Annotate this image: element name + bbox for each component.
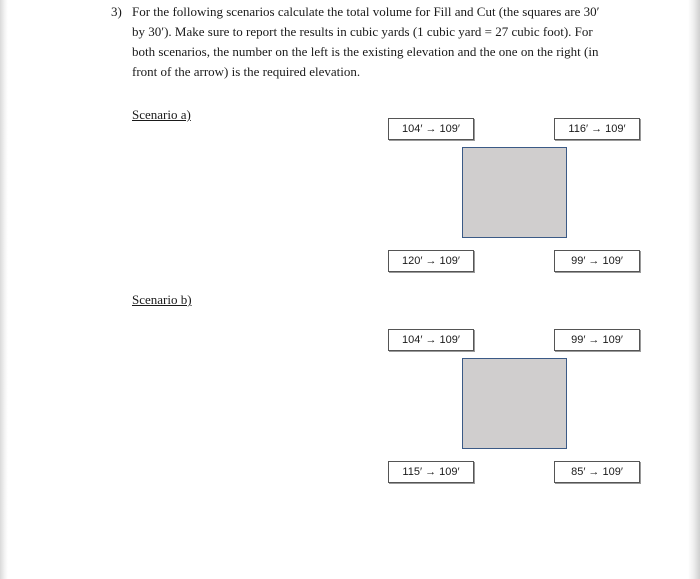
scenario-a-top-right-elevation: 116′ → 109′ — [554, 118, 640, 140]
scenario-b-top-left-elevation: 104′ → 109′ — [388, 329, 474, 351]
page-edge-right — [688, 0, 700, 579]
scenario-a-top-left-elevation: 104′ → 109′ — [388, 118, 474, 140]
scenario-a-square — [462, 147, 567, 238]
scenario-b-top-right-elevation: 99′ → 109′ — [554, 329, 640, 351]
scenario-b-bottom-left-elevation: 115′ → 109′ — [388, 461, 474, 483]
scenario-b-bottom-right-elevation: 85′ → 109′ — [554, 461, 640, 483]
question-line-1: For the following scenarios calculate the total volume for Fill and Cut (the squares are 30′ — [132, 4, 600, 19]
question-number: 3) — [111, 4, 122, 19]
question-text — [132, 2, 622, 82]
scenario-a-bottom-right-elevation: 99′ → 109′ — [554, 250, 640, 272]
question-line-2: by 30′). Make sure to report the results in cubic yards (1 cubic yard = 27 cubic foot). For — [132, 24, 593, 39]
question-line-3: both scenarios, the number on the left is the existing elevation and the one on the right (in — [132, 44, 599, 59]
scenario-b-square — [462, 358, 567, 449]
page-edge-left — [0, 0, 8, 579]
scenario-a-bottom-left-elevation: 120′ → 109′ — [388, 250, 474, 272]
question-line-4: front of the arrow) is the required elevation. — [132, 64, 361, 79]
scenario-a-label: Scenario a) — [132, 107, 191, 122]
scenario-b-label: Scenario b) — [132, 292, 192, 307]
